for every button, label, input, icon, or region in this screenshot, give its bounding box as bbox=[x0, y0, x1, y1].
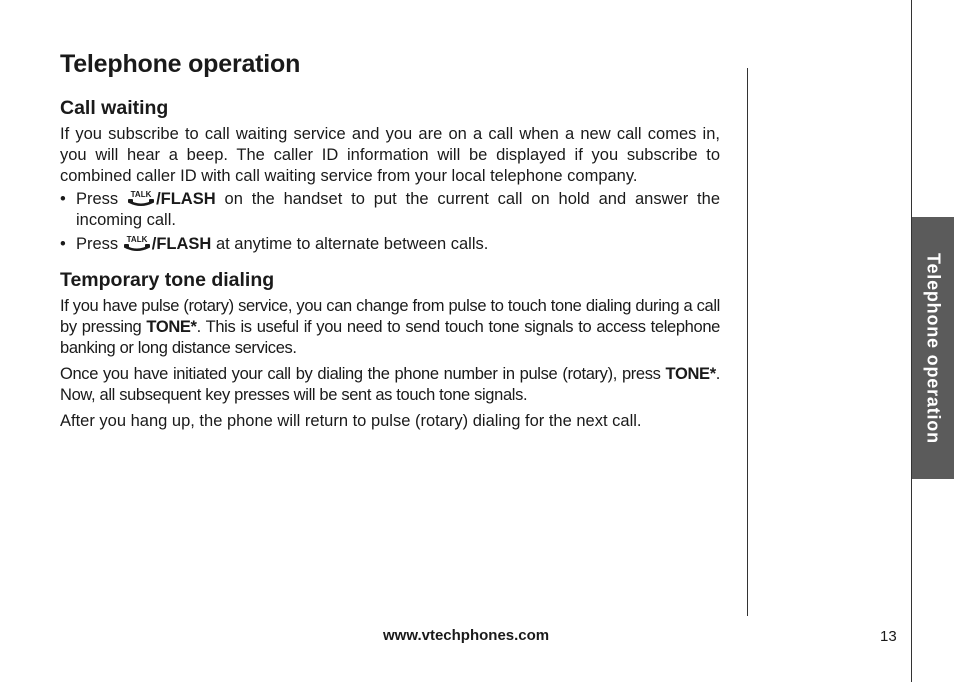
tone-key: TONE bbox=[146, 318, 191, 336]
bullet-marker: • bbox=[60, 235, 66, 253]
bullet-suffix: on the handset to put the current call on hold and answer the incoming call. bbox=[76, 190, 720, 229]
side-tab-label: Telephone operation bbox=[923, 252, 944, 444]
tone-dialing-section bbox=[60, 269, 720, 432]
main-content bbox=[60, 97, 720, 432]
call-waiting-bullets bbox=[60, 189, 720, 255]
text-run: . This is useful if you need to send touch tone signals to access telephone banking or long distance services. bbox=[60, 318, 720, 357]
list-item bbox=[60, 189, 720, 231]
call-waiting-section bbox=[60, 97, 720, 255]
bullet-prefix: Press bbox=[76, 190, 128, 208]
section-heading-call-waiting: Call waiting bbox=[60, 97, 169, 119]
text-run: . Now, all subsequent key presses will be sent as touch tone signals. bbox=[60, 365, 720, 404]
text-run: If you have pulse (rotary) service, you can change from pulse to touch tone dialing during a call by pressing bbox=[60, 297, 720, 336]
star-key-symbol: * bbox=[190, 318, 197, 336]
flash-key: /FLASH bbox=[156, 190, 216, 208]
tone-key: TONE bbox=[665, 365, 710, 383]
talk-key-icon bbox=[127, 190, 155, 206]
list-item bbox=[60, 234, 720, 255]
bullet-marker: • bbox=[60, 190, 66, 208]
page-number: 13 bbox=[880, 628, 897, 645]
call-waiting-intro: If you subscribe to call waiting service and you are on a call when a new call comes in, you will hear a beep. The caller ID information will be displayed if you subscribe to combined caller ID with call waiting service from your local telephone company. bbox=[60, 125, 720, 185]
footer-url: www.vtechphones.com bbox=[383, 627, 550, 644]
tone-dialing-paragraph-2 bbox=[60, 364, 720, 406]
bullet-suffix: at anytime to alternate between calls. bbox=[211, 235, 489, 253]
star-key-symbol: * bbox=[709, 365, 716, 383]
section-heading-tone-dialing: Temporary tone dialing bbox=[60, 269, 275, 291]
column-divider bbox=[747, 68, 748, 616]
talk-key-icon bbox=[123, 235, 151, 251]
text-run: Once you have initiated your call by dialing the phone number in pulse (rotary), press bbox=[60, 365, 666, 383]
flash-key: /FLASH bbox=[151, 235, 212, 253]
bullet-prefix: Press bbox=[76, 235, 123, 253]
page-title: Telephone operation bbox=[60, 50, 301, 78]
talk-icon-label: TALK bbox=[130, 190, 152, 199]
tone-dialing-paragraph-1 bbox=[60, 296, 720, 359]
side-tab bbox=[912, 217, 954, 479]
talk-icon-label: TALK bbox=[126, 235, 148, 244]
tone-dialing-paragraph-3: After you hang up, the phone will return to pulse (rotary) dialing for the next call. bbox=[60, 412, 642, 430]
